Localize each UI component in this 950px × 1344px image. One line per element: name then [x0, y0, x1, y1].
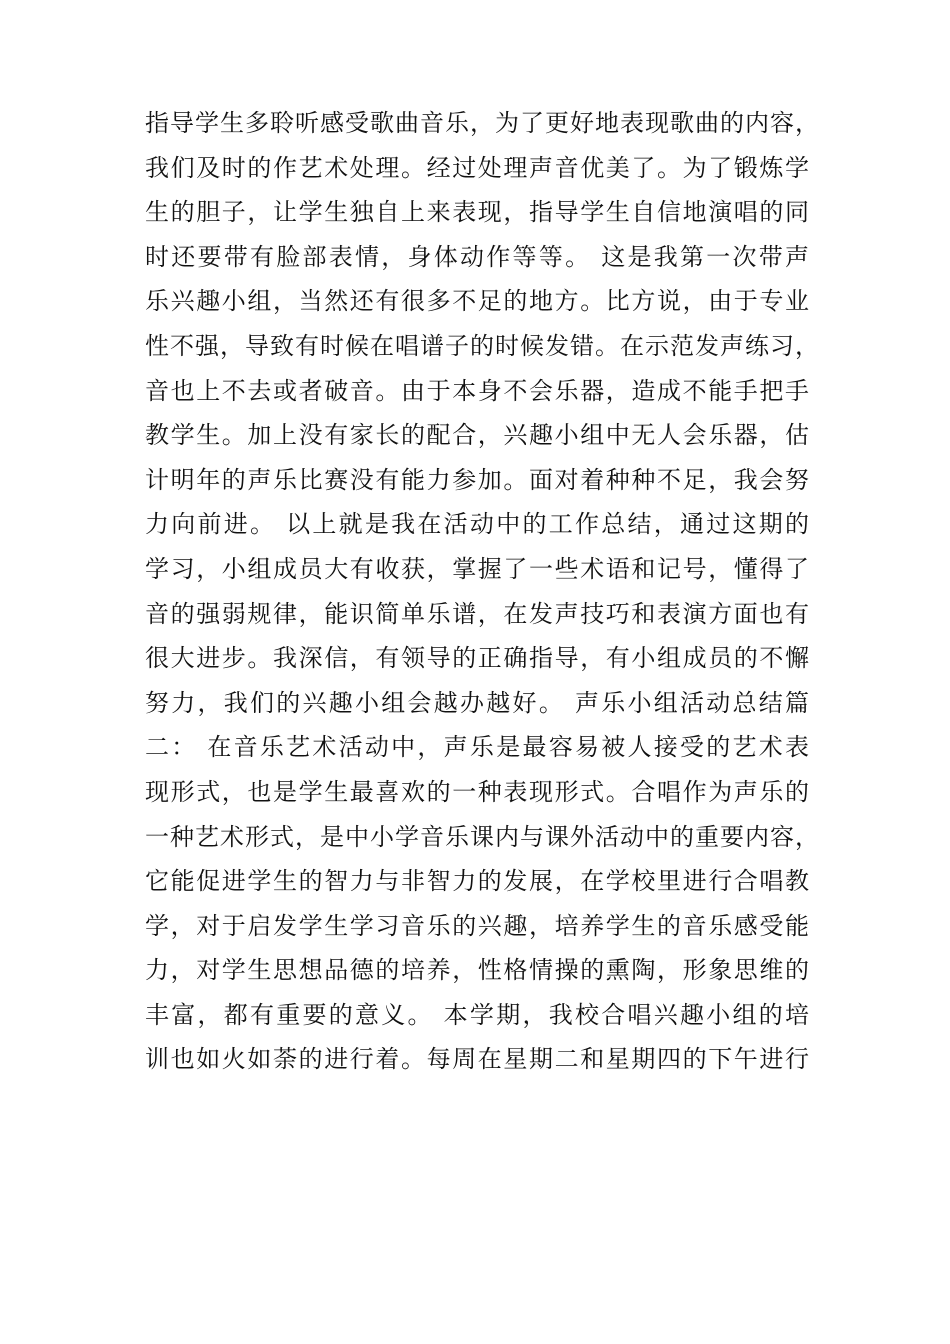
text-line: 二： 在音乐艺术活动中，声乐是最容易被人接受的艺术表 [145, 733, 810, 762]
text-line: 学，对于启发学生学习音乐的兴趣，培养学生的音乐感受能 [145, 911, 810, 940]
text-line: 音也上不去或者破音。由于本身不会乐器，造成不能手把手 [145, 376, 810, 405]
text-line: 丰富，都有重要的意义。 本学期，我校合唱兴趣小组的培 [145, 1000, 810, 1029]
text-line: 它能促进学生的智力与非智力的发展，在学校里进行合唱教 [145, 867, 810, 896]
text-line: 音的强弱规律，能识简单乐谱，在发声技巧和表演方面也有 [145, 599, 810, 628]
text-line: 我们及时的作艺术处理。经过处理声音优美了。为了锻炼学 [145, 153, 810, 182]
text-line: 生的胆子，让学生独自上来表现，指导学生自信地演唱的同 [145, 198, 810, 227]
text-line: 时还要带有脸部表情，身体动作等等。 这是我第一次带声 [145, 242, 810, 271]
text-line: 训也如火如荼的进行着。每周在星期二和星期四的下午进行 [145, 1045, 810, 1074]
text-line: 力向前进。 以上就是我在活动中的工作总结，通过这期的 [145, 510, 810, 539]
text-line: 性不强，导致有时候在唱谱子的时候发错。在示范发声练习， [145, 331, 820, 360]
text-line: 学习，小组成员大有收获，掌握了一些术语和记号，懂得了 [145, 554, 810, 583]
text-line: 努力，我们的兴趣小组会越办越好。 声乐小组活动总结篇 [145, 688, 810, 717]
text-line: 现形式，也是学生最喜欢的一种表现形式。合唱作为声乐的 [145, 777, 810, 806]
text-line: 很大进步。我深信，有领导的正确指导，有小组成员的不懈 [145, 644, 810, 673]
text-line: 力，对学生思想品德的培养，性格情操的熏陶，形象思维的 [145, 956, 810, 985]
text-line: 计明年的声乐比赛没有能力参加。面对着种种不足，我会努 [145, 465, 810, 494]
body-text [145, 101, 820, 1082]
text-line: 乐兴趣小组，当然还有很多不足的地方。比方说，由于专业 [145, 287, 810, 316]
text-line: 教学生。加上没有家长的配合，兴趣小组中无人会乐器，估 [145, 421, 810, 450]
text-line: 一种艺术形式，是中小学音乐课内与课外活动中的重要内容， [145, 822, 820, 851]
text-line: 指导学生多聆听感受歌曲音乐，为了更好地表现歌曲的内容， [145, 109, 820, 137]
